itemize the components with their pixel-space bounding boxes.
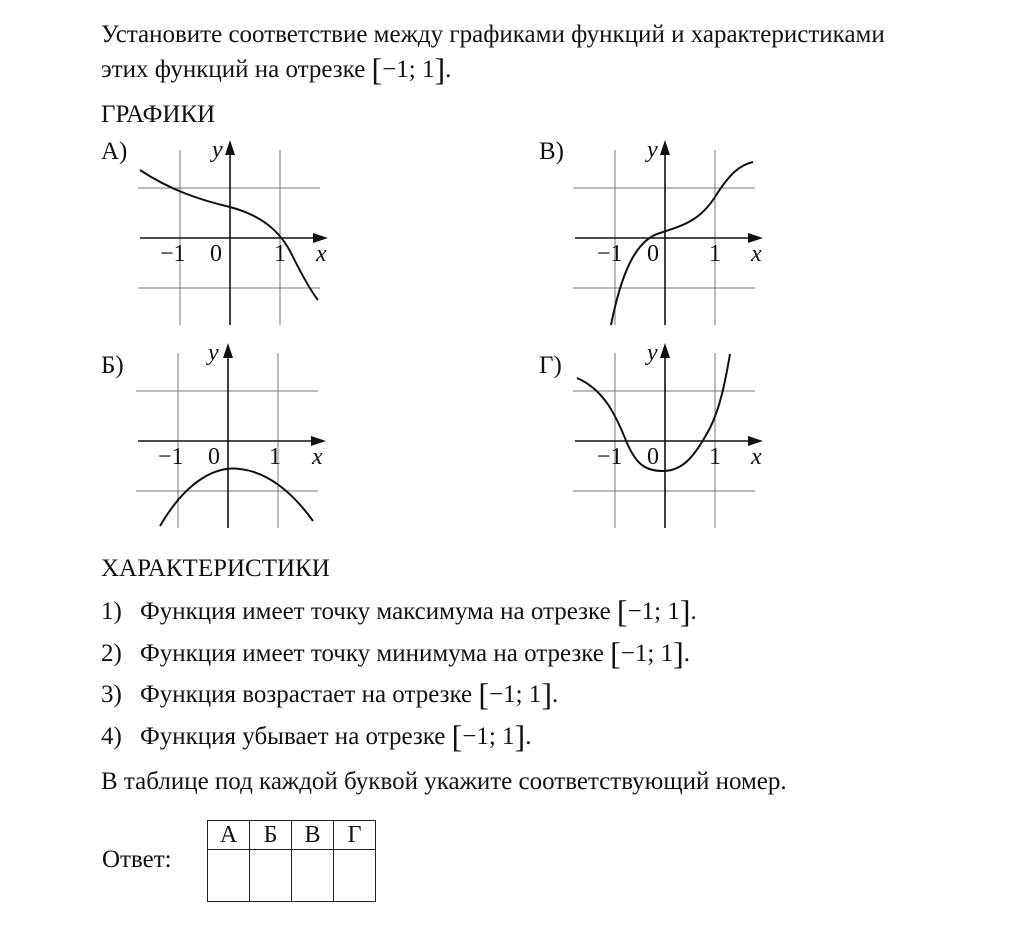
bracket-open: [ (616, 593, 628, 629)
characteristic-2 (101, 635, 690, 672)
graph-b-svg (128, 338, 338, 533)
characteristic-1 (101, 593, 697, 630)
graph-g-tick-neg1: −1 (597, 444, 623, 470)
graph-a (130, 135, 340, 330)
graph-b-axes (138, 343, 326, 528)
graph-v-tick-1: 1 (709, 241, 721, 267)
graph-v-curve (611, 162, 753, 325)
graph-g-axes (575, 343, 763, 528)
characteristic-number: 4) (101, 723, 122, 750)
task-interval: −1; 1 (382, 56, 435, 83)
bracket-open: [ (478, 676, 490, 712)
graph-b-tick-0: 0 (208, 444, 220, 470)
bracket-close: ] (541, 676, 552, 712)
graph-v-axes (575, 140, 763, 325)
answer-header-g: Г (334, 821, 376, 850)
graph-v-tick-0: 0 (647, 241, 659, 267)
period: . (683, 640, 690, 667)
characteristic-number: 2) (101, 640, 122, 667)
task-statement (101, 18, 979, 87)
characteristic-text: Функция возрастает на отрезке (140, 681, 479, 708)
answer-header-row (208, 821, 376, 850)
graph-b-tick-neg1: −1 (158, 444, 184, 470)
characteristic-interval: −1; 1 (620, 640, 674, 667)
bracket-close: ] (514, 718, 526, 754)
graph-b-x-label: x (312, 444, 323, 470)
characteristic-3 (101, 676, 558, 713)
bracket-close: ] (673, 635, 684, 671)
characteristic-number: 3) (101, 681, 122, 708)
graph-label-g: Г) (539, 352, 562, 379)
task-line-2-text: этих функций на отрезке (101, 56, 372, 83)
answer-cell-a[interactable] (208, 850, 250, 902)
period: . (690, 598, 697, 625)
graph-a-svg (130, 135, 340, 330)
graph-v-y-label: y (647, 137, 658, 163)
graph-label-a: А) (101, 138, 128, 165)
graph-g-tick-1: 1 (709, 444, 721, 470)
graph-g-y-label: y (647, 340, 658, 366)
graph-b-y-label: y (208, 340, 219, 366)
graph-label-b: Б) (101, 352, 124, 379)
characteristic-interval: −1; 1 (462, 723, 515, 750)
characteristic-interval: −1; 1 (489, 681, 542, 708)
graph-v-x-label: x (751, 241, 762, 267)
period: . (551, 681, 559, 708)
task-line-1: Установите соответствие между графиками функций и характеристиками (101, 21, 885, 48)
graph-v-tick-neg1: −1 (597, 241, 623, 267)
bracket-close: ] (679, 593, 691, 629)
answer-header-v: В (292, 821, 334, 850)
graph-g (565, 338, 775, 533)
graph-a-tick-neg1: −1 (160, 241, 186, 267)
task-line-2 (101, 52, 979, 87)
graph-g-svg (565, 338, 775, 533)
bracket-open: [ (451, 718, 463, 754)
graph-v-svg (565, 135, 775, 330)
task-line-2-suffix: . (445, 56, 452, 83)
characteristic-text: Функция имеет точку максимума на отрезке (140, 598, 617, 625)
graph-g-tick-0: 0 (647, 444, 659, 470)
bracket-open: [ (371, 51, 383, 87)
answer-cell-v[interactable] (292, 850, 334, 902)
characteristic-text: Функция имеет точку минимума на отрезке (140, 640, 611, 667)
answer-cell-b[interactable] (250, 850, 292, 902)
answer-label: Ответ: (102, 846, 172, 873)
graph-b-curve (160, 469, 313, 526)
bracket-open: [ (610, 635, 621, 671)
graph-a-tick-1: 1 (274, 241, 286, 267)
answer-header-a: А (208, 821, 250, 850)
answer-header-b: Б (250, 821, 292, 850)
answer-input-row (208, 850, 376, 902)
characteristic-number: 1) (101, 598, 122, 625)
answer-table (207, 820, 376, 902)
characteristic-4 (101, 718, 531, 755)
characteristic-text: Функция убывает на отрезке (140, 723, 452, 750)
graph-a-axes (140, 140, 328, 325)
graph-a-y-label: y (212, 137, 223, 163)
graphs-heading: ГРАФИКИ (101, 101, 216, 128)
graph-b-tick-1: 1 (269, 444, 281, 470)
graph-label-v: В) (539, 138, 564, 165)
bracket-close: ] (434, 51, 446, 87)
graph-b (128, 338, 338, 533)
graph-v (565, 135, 775, 330)
period: . (525, 723, 532, 750)
characteristic-interval: −1; 1 (627, 598, 680, 625)
characteristics-heading: ХАРАКТЕРИСТИКИ (101, 555, 330, 582)
graph-g-x-label: x (751, 444, 762, 470)
graph-a-curve (140, 170, 318, 300)
graph-a-tick-0: 0 (210, 241, 222, 267)
graph-a-x-label: x (316, 241, 327, 267)
instruction-text: В таблице под каждой буквой укажите соответствующий номер. (101, 768, 787, 795)
answer-cell-g[interactable] (334, 850, 376, 902)
